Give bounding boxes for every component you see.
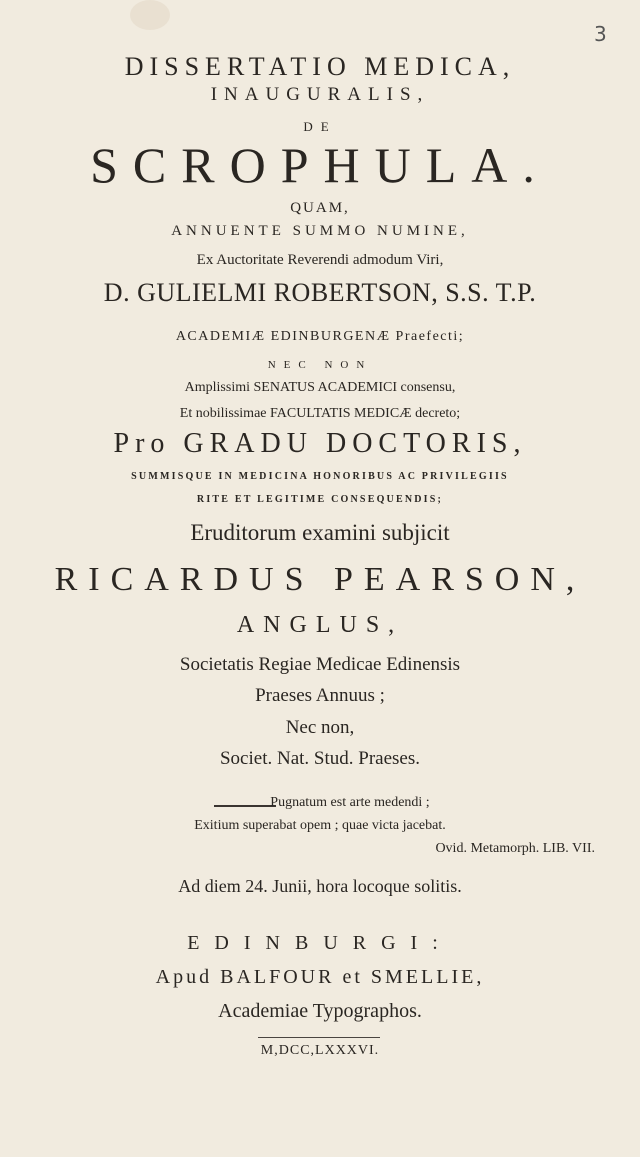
- nec-non-line: NEC NON: [267, 359, 373, 371]
- anglus-line: ANGLUS,: [236, 612, 404, 638]
- date-line: Ad diem 24. Junii, hora locoque solitis.: [178, 876, 462, 896]
- de-line: DE: [303, 119, 337, 134]
- main-title: SCROPHULA.: [90, 137, 550, 193]
- praeses-annuus-line: Praeses Annuus ;: [255, 685, 385, 706]
- epigraph-line-2: Exitium superabat opem ; quae victa jacebat.: [194, 818, 446, 833]
- academiae-line: ACADEMIÆ EDINBURGENÆ Praefecti;: [175, 329, 465, 344]
- epigraph-source: Ovid. Metamorph. LIB. VII.: [435, 841, 595, 856]
- nec-non-2-line: Nec non,: [285, 717, 355, 738]
- eruditorum-line: Eruditorum examini subjicit: [190, 520, 450, 545]
- place-line: EDINBURGI:: [187, 932, 453, 954]
- imprint-rule: [258, 1037, 380, 1038]
- societatis-line: Societatis Regiae Medicae Edinensis: [179, 654, 461, 675]
- senatus-line: Amplissimi SENATUS ACADEMICI consensu,: [184, 380, 456, 395]
- societ-nat-line: Societ. Nat. Stud. Praeses.: [219, 748, 420, 769]
- page-number-mark: 3: [594, 22, 607, 46]
- annuente-line: ANNUENTE SUMMO NUMINE,: [171, 223, 469, 239]
- quam-line: QUAM,: [290, 200, 350, 216]
- inauguralis-line: INAUGURALIS,: [210, 84, 430, 105]
- robertson-line: D. GULIELMI ROBERTSON, S.S. T.P.: [103, 278, 537, 307]
- auctoritate-line: Ex Auctoritate Reverendi admodum Viri,: [196, 252, 444, 268]
- epigraph-line-1: Pugnatum est arte medendi ;: [270, 795, 430, 810]
- honoribus-line: SUMMISQUE IN MEDICINA HONORIBUS AC PRIVILEGIIS: [131, 471, 509, 482]
- author-name: RICARDUS PEARSON,: [54, 561, 586, 598]
- facultatis-line: Et nobilissimae FACULTATIS MEDICÆ decreto;: [179, 406, 461, 421]
- paper-stain: [130, 0, 170, 30]
- dissertation-heading: DISSERTATIO MEDICA,: [124, 52, 516, 81]
- typographos-line: Academiae Typographos.: [218, 1000, 422, 1022]
- printers-line: Apud BALFOUR et SMELLIE,: [155, 966, 485, 988]
- imprint-year: M,DCC,LXXXVI.: [260, 1043, 380, 1058]
- gradu-doctoris-line: Pro GRADU DOCTORIS,: [113, 428, 527, 459]
- consequendis-line: RITE ET LEGITIME CONSEQUENDIS;: [196, 494, 444, 505]
